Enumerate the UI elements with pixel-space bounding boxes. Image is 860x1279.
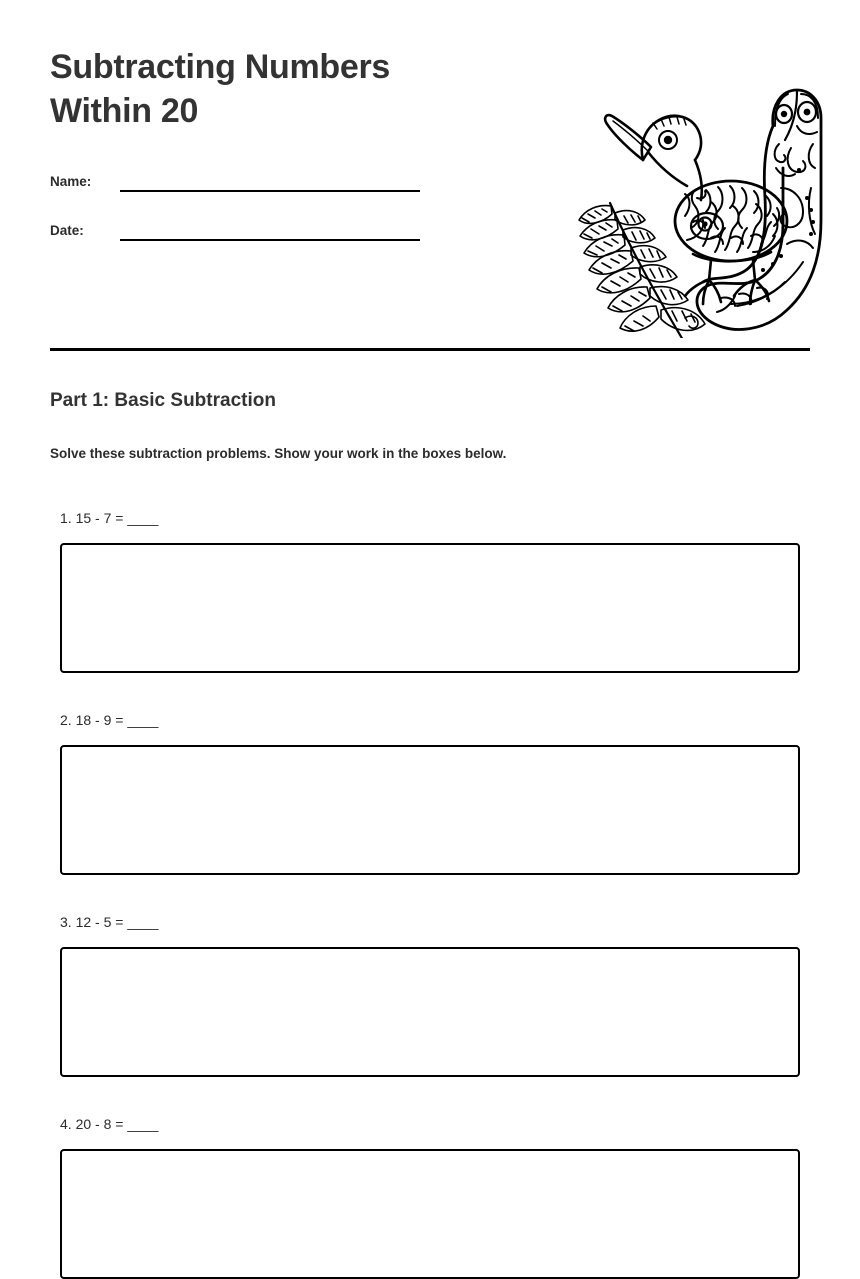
kiwi-bird-fern-koru-illustration bbox=[535, 48, 835, 338]
problem-item bbox=[0, 505, 860, 673]
section-heading: Part 1: Basic Subtraction bbox=[50, 390, 276, 411]
answer-work-box[interactable] bbox=[60, 745, 800, 875]
date-field-label: Date: bbox=[50, 223, 84, 238]
page-title-line-1: Subtracting Numbers bbox=[50, 48, 391, 86]
title-block bbox=[50, 46, 500, 133]
page-title-line-2: Within 20 bbox=[50, 91, 199, 130]
student-info-fields bbox=[50, 164, 480, 262]
problems-list bbox=[0, 505, 860, 1279]
header-divider-rule bbox=[50, 348, 810, 351]
date-input-line[interactable] bbox=[120, 239, 420, 241]
name-field-row bbox=[50, 164, 480, 213]
problem-text: 1. 15 - 7 = ____ bbox=[60, 510, 159, 526]
name-field-label: Name: bbox=[50, 174, 92, 189]
date-field-row bbox=[50, 213, 480, 262]
worksheet-header bbox=[50, 46, 810, 316]
problem-text: 4. 20 - 8 = ____ bbox=[60, 1116, 159, 1132]
problem-text: 3. 12 - 5 = ____ bbox=[60, 914, 159, 930]
answer-work-box[interactable] bbox=[60, 947, 800, 1077]
section-instructions: Solve these subtraction problems. Show your work in the boxes below. bbox=[50, 446, 507, 461]
page-title bbox=[50, 46, 500, 133]
problem-text: 2. 18 - 9 = ____ bbox=[60, 712, 159, 728]
name-input-line[interactable] bbox=[120, 190, 420, 192]
answer-work-box[interactable] bbox=[60, 1149, 800, 1279]
problem-item bbox=[0, 1111, 860, 1279]
problem-item bbox=[0, 707, 860, 875]
silver-fern-frond-group bbox=[579, 203, 705, 338]
answer-work-box[interactable] bbox=[60, 543, 800, 673]
problem-item bbox=[0, 909, 860, 1077]
